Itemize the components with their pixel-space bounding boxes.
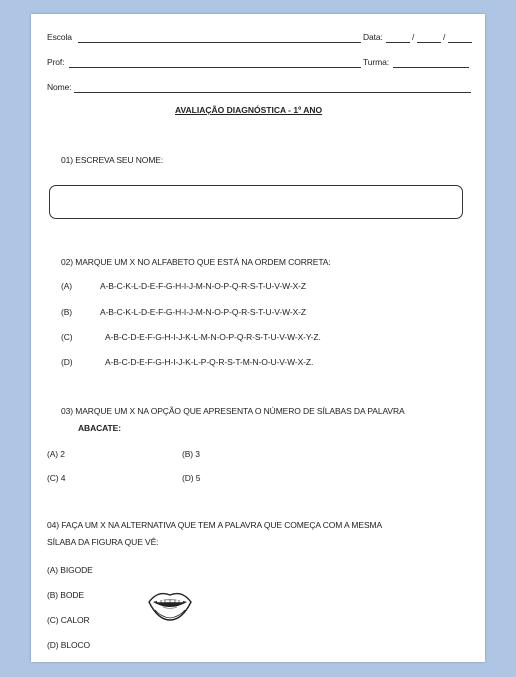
word-option-c[interactable]: (C) CALOR <box>47 615 90 625</box>
alphabet-option-d: A-B-C-D-E-F-G-H-I-J-K-L-P-Q-R-S-T-M-N-O-U-V-W-X-Z. <box>105 357 314 367</box>
question-4-prompt: 04) FAÇA UM X NA ALTERNATIVA QUE TEM A PALAVRA QUE COMEÇA COM A MESMA <box>47 520 383 530</box>
word-option-d[interactable]: (D) BLOCO <box>47 640 91 650</box>
syllable-option-c[interactable]: (C) 4 <box>47 473 66 483</box>
class-label: Turma: <box>363 57 390 67</box>
option-letter[interactable]: (C) <box>61 332 73 342</box>
syllable-option-a[interactable]: (A) 2 <box>47 449 65 459</box>
date-label: Data: <box>363 32 383 42</box>
date-separator: / <box>412 32 415 42</box>
date-year-field[interactable] <box>448 42 472 43</box>
teacher-field[interactable] <box>69 67 361 68</box>
name-answer-box[interactable] <box>49 185 463 219</box>
date-month-field[interactable] <box>417 42 441 43</box>
name-label: Nome: <box>47 82 72 92</box>
teacher-label: Prof: <box>47 57 65 67</box>
alphabet-option-c: A-B-C-D-E-F-G-H-I-J-K-L-M-N-O-P-Q-R-S-T-U-V-W-X-Y-Z. <box>105 332 321 342</box>
question-4-prompt-cont: SÍLABA DA FIGURA QUE VÊ: <box>47 537 159 547</box>
mouth-icon <box>147 586 193 622</box>
alphabet-option-b: A-B-C-K-L-D-E-F-G-H-I-J-M-N-O-P-Q-R-S-T-U-V-W-X-Z <box>100 307 306 317</box>
word-option-a[interactable]: (A) BIGODE <box>47 565 93 575</box>
question-2-prompt: 02) MARQUE UM X NO ALFABETO QUE ESTÁ NA ORDEM CORRETA: <box>61 257 331 267</box>
alphabet-option-a: A-B-C-K-L-D-E-F-G-H-I-J-M-N-O-P-Q-R-S-T-U-V-W-X-Z <box>100 281 306 291</box>
word-option-b[interactable]: (B) BODE <box>47 590 84 600</box>
syllable-option-b[interactable]: (B) 3 <box>182 449 200 459</box>
syllable-option-d[interactable]: (D) 5 <box>182 473 201 483</box>
option-letter[interactable]: (A) <box>61 281 73 291</box>
worksheet-page <box>31 14 485 662</box>
school-field[interactable] <box>78 42 361 43</box>
name-field[interactable] <box>74 92 471 93</box>
option-letter[interactable]: (B) <box>61 307 73 317</box>
date-day-field[interactable] <box>386 42 410 43</box>
option-letter[interactable]: (D) <box>61 357 73 367</box>
page-title: AVALIAÇÃO DIAGNÓSTICA - 1º ANO <box>175 105 323 115</box>
date-separator: / <box>443 32 446 42</box>
question-3-word: ABACATE: <box>78 423 121 433</box>
question-3-prompt: 03) MARQUE UM X NA OPÇÃO QUE APRESENTA O NÚMERO DE SÍLABAS DA PALAVRA <box>61 406 405 416</box>
school-label: Escola <box>47 32 72 42</box>
question-1-prompt: 01) ESCREVA SEU NOME: <box>61 155 164 165</box>
class-field[interactable] <box>393 67 469 68</box>
